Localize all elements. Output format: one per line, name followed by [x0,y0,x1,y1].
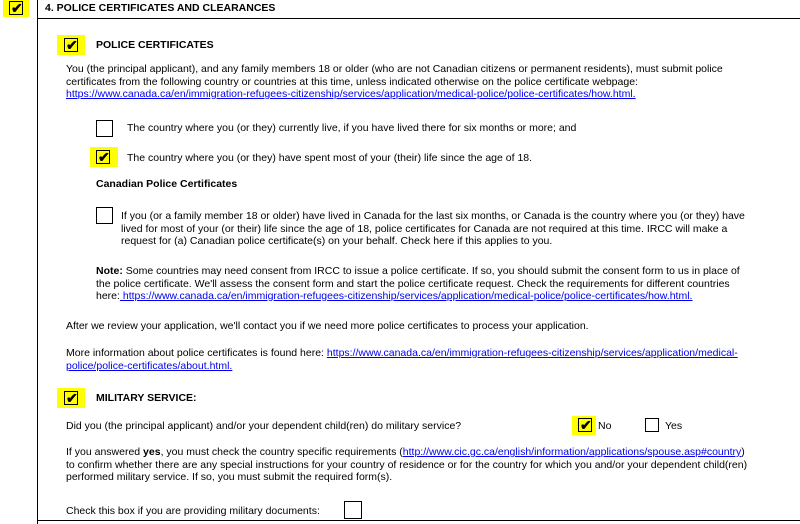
police-certificates-checkbox[interactable] [64,38,78,52]
military-service-checkbox[interactable] [64,391,78,405]
left-border [37,0,38,524]
checkmark-icon: ✔ [11,0,23,16]
checkmark-icon: ✔ [98,149,110,165]
note-line-3-prefix: here: [96,290,120,302]
military-heading: MILITARY SERVICE: [96,392,197,404]
about-police-certificates-link-2[interactable]: police/police-certificates/about.html. [66,359,233,372]
section-checkbox[interactable] [9,1,23,15]
option-current-country-checkbox[interactable] [96,120,113,137]
intro-line-1: You (the principal applicant), and any family members 18 or older (who are not Canadian citizens or permanent residents), must submit police [66,63,723,75]
police-intro [66,63,796,101]
answered-mid: , you must check the country specific requirements ( [160,446,403,458]
answered-line-3: performed military service. If so, you must submit the required form(s). [66,471,393,483]
canadian-line-1: If you (or a family member 18 or older) have lived in Canada for the last six months, or Canada is the country where you (or they) have [121,210,745,222]
option-most-life-label: The country where you (or they) have spent most of your (their) life since the age of 18. [127,152,533,164]
canadian-heading: Canadian Police Certificates [96,178,238,190]
note-label: Note: [96,265,123,277]
military-documents-checkbox[interactable] [344,501,362,519]
option-most-life-checkbox[interactable] [96,150,110,164]
military-documents-label: Check this box if you are providing military documents: [66,505,320,517]
canadian-police-checkbox[interactable] [96,207,113,224]
canadian-line-2: lived for most of your (or their) life since the age of 18, police certificates for Canada are not required at this time. IRCC will make a [121,222,728,235]
note-line-1: Some countries may need consent from IRCC to issue a police certificate. If so, you should submit the consent form to us in place of [122,265,740,277]
police-heading: POLICE CERTIFICATES [96,39,214,51]
military-yes-label: Yes [665,420,683,432]
checkmark-icon: ✔ [580,417,592,433]
military-no-label: No [598,420,612,432]
option-current-country-label: The country where you (or they) currently live, if you have lived there for six months or more; and [127,122,577,134]
military-requirements [66,446,800,484]
answered-yes: yes [143,446,161,458]
top-rule [37,18,800,19]
military-no-checkbox[interactable] [578,418,592,432]
canadian-text [121,210,796,248]
more-info-prefix: More information about police certificates is found here: [66,347,327,359]
canadian-line-3: request for (a) Canadian police certificate(s) on your behalf. Check here if this applies to you. [121,235,553,247]
note-how-link[interactable]: https://www.canada.ca/en/immigration-refugees-citizenship/services/application/medical-police/police-certificates/how.html. [119,290,693,302]
military-yes-checkbox[interactable] [645,418,659,432]
how-police-certificates-link[interactable]: https://www.canada.ca/en/immigration-refugees-citizenship/services/application/medical-police/police-certificates/how.html. [66,88,636,100]
bottom-rule [37,520,800,521]
answered-prefix: If you answered [66,446,144,458]
review-text: After we review your application, we'll contact you if we need more police certificates to process your application. [66,320,589,332]
answered-line-2: to confirm whether there are any special instructions for your country of residence or for the country for which you and/or your dependent child(ren) [66,458,748,471]
about-police-certificates-link-1[interactable]: https://www.canada.ca/en/immigration-refugees-citizenship/services/application/medical- [326,347,738,359]
military-question: Did you (the principal applicant) and/or your dependent child(ren) do military service? [66,420,462,432]
checkmark-icon: ✔ [66,37,78,53]
checkmark-icon: ✔ [66,390,78,406]
intro-line-2: certificates from the following country or countries at this time, unless indicated otherwise on the police certificate webpage: [66,75,638,88]
note-line-2: the police certificate. We'll assess the consent form and start the police certificate request. Check the requirements for different countries [96,277,730,290]
answered-end: ) [741,446,745,458]
section-title: 4. POLICE CERTIFICATES AND CLEARANCES [45,2,276,14]
note-paragraph [96,265,800,303]
more-info [66,347,796,372]
spouse-country-link[interactable]: http://www.cic.gc.ca/english/information/applications/spouse.asp#country [402,446,742,458]
